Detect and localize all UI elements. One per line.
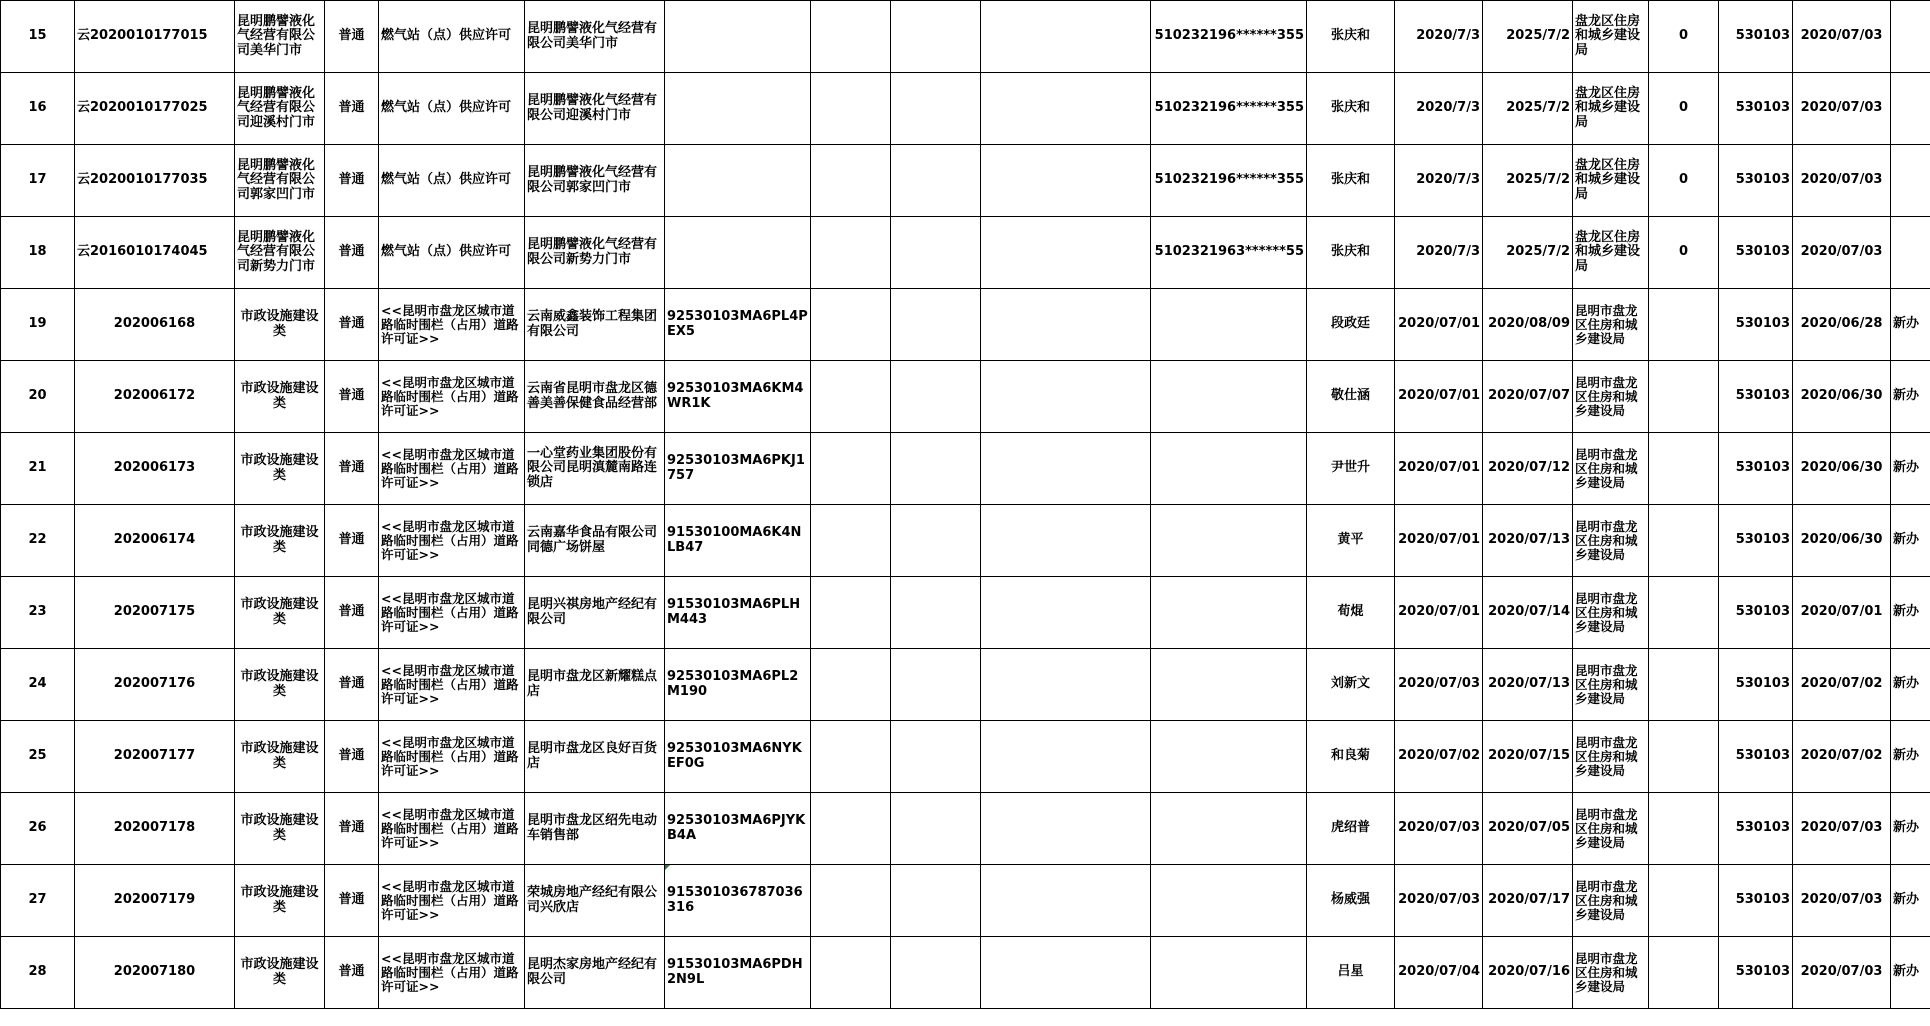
cell-row-number[interactable]: 22 — [1, 505, 75, 577]
cell-credit-code[interactable] — [665, 217, 811, 289]
cell-id-number[interactable] — [1151, 793, 1307, 865]
cell-application-type[interactable] — [1891, 145, 1930, 217]
cell-blank-col-9[interactable] — [891, 721, 981, 793]
cell-region-code[interactable]: 530103 — [1719, 289, 1793, 361]
cell-legal-representative[interactable]: 吕星 — [1307, 937, 1395, 1009]
cell-application-type[interactable]: 新办 — [1891, 361, 1930, 433]
cell-permit-type[interactable]: <<昆明市盘龙区城市道路临时围栏（占用）道路许可证>> — [379, 361, 525, 433]
cell-application-type[interactable] — [1891, 1, 1930, 73]
cell-applicant-name[interactable]: 市政设施建设类 — [235, 433, 325, 505]
cell-applicant-name[interactable]: 昆明鹏譬液化气经营有限公司郭家凹门市 — [235, 145, 325, 217]
cell-blank-col-10[interactable] — [981, 73, 1151, 145]
cell-permit-category[interactable]: 普通 — [325, 1, 379, 73]
cell-id-number[interactable] — [1151, 649, 1307, 721]
cell-holder-name[interactable]: 云南省昆明市盘龙区德善美善保健食品经营部 — [525, 361, 665, 433]
cell-application-type[interactable]: 新办 — [1891, 937, 1930, 1009]
table-row — [1, 937, 1930, 1009]
cell-row-number[interactable]: 21 — [1, 433, 75, 505]
cell-applicant-name[interactable]: 市政设施建设类 — [235, 721, 325, 793]
cell-credit-code[interactable] — [665, 145, 811, 217]
cell-permit-category[interactable]: 普通 — [325, 937, 379, 1009]
cell-blank-col-10[interactable] — [981, 793, 1151, 865]
cell-issuing-authority[interactable]: 昆明市盘龙区住房和城乡建设局 — [1573, 505, 1649, 577]
cell-id-number[interactable] — [1151, 937, 1307, 1009]
cell-row-number[interactable]: 20 — [1, 361, 75, 433]
cell-applicant-name[interactable]: 昆明鹏譬液化气经营有限公司迎溪村门市 — [235, 73, 325, 145]
cell-blank-col-8[interactable] — [811, 217, 891, 289]
table-row — [1, 289, 1930, 361]
cell-valid-to[interactable]: 2020/07/14 — [1483, 577, 1573, 649]
cell-legal-representative[interactable]: 张庆和 — [1307, 145, 1395, 217]
cell-blank-col-10[interactable] — [981, 577, 1151, 649]
cell-region-code[interactable]: 530103 — [1719, 865, 1793, 937]
cell-holder-name[interactable]: 昆明鹏譬液化气经营有限公司迎溪村门市 — [525, 73, 665, 145]
cell-status-code[interactable] — [1649, 505, 1719, 577]
cell-row-number[interactable]: 27 — [1, 865, 75, 937]
cell-applicant-name[interactable]: 市政设施建设类 — [235, 793, 325, 865]
table-row — [1, 1, 1930, 73]
cell-permit-category[interactable]: 普通 — [325, 577, 379, 649]
cell-blank-col-9[interactable] — [891, 433, 981, 505]
table-row — [1, 649, 1930, 721]
cell-blank-col-10[interactable] — [981, 649, 1151, 721]
cell-row-number[interactable]: 28 — [1, 937, 75, 1009]
cell-license-number[interactable]: 202007180 — [75, 937, 235, 1009]
cell-credit-code[interactable]: 915301036787036316 — [665, 865, 811, 937]
table-row — [1, 145, 1930, 217]
cell-blank-col-8[interactable] — [811, 721, 891, 793]
cell-application-type[interactable]: 新办 — [1891, 865, 1930, 937]
cell-row-number[interactable]: 15 — [1, 1, 75, 73]
cell-valid-from[interactable]: 2020/7/3 — [1395, 73, 1483, 145]
cell-blank-col-9[interactable] — [891, 73, 981, 145]
cell-license-number[interactable]: 202006174 — [75, 505, 235, 577]
cell-permit-category[interactable]: 普通 — [325, 73, 379, 145]
cell-id-number[interactable] — [1151, 505, 1307, 577]
cell-credit-code[interactable]: 92530103MA6PJYKB4A — [665, 793, 811, 865]
cell-region-code[interactable]: 530103 — [1719, 577, 1793, 649]
cell-valid-from[interactable]: 2020/07/01 — [1395, 361, 1483, 433]
cell-license-number[interactable]: 202006172 — [75, 361, 235, 433]
cell-region-code[interactable]: 530103 — [1719, 433, 1793, 505]
cell-blank-col-8[interactable] — [811, 505, 891, 577]
cell-issuing-authority[interactable]: 盘龙区住房和城乡建设局 — [1573, 73, 1649, 145]
cell-holder-name[interactable]: 昆明市盘龙区新耀糕点店 — [525, 649, 665, 721]
cell-holder-name[interactable]: 云南威鑫装饰工程集团有限公司 — [525, 289, 665, 361]
cell-blank-col-9[interactable] — [891, 217, 981, 289]
cell-row-number[interactable]: 19 — [1, 289, 75, 361]
cell-blank-col-8[interactable] — [811, 1, 891, 73]
cell-application-type[interactable]: 新办 — [1891, 793, 1930, 865]
cell-status-code[interactable] — [1649, 649, 1719, 721]
cell-legal-representative[interactable]: 张庆和 — [1307, 217, 1395, 289]
cell-valid-from[interactable]: 2020/07/01 — [1395, 505, 1483, 577]
cell-valid-to[interactable]: 2020/08/09 — [1483, 289, 1573, 361]
cell-decision-date[interactable]: 2020/07/02 — [1793, 649, 1891, 721]
cell-decision-date[interactable]: 2020/06/30 — [1793, 361, 1891, 433]
cell-id-number[interactable] — [1151, 361, 1307, 433]
cell-region-code[interactable]: 530103 — [1719, 649, 1793, 721]
cell-blank-col-8[interactable] — [811, 793, 891, 865]
cell-valid-to[interactable]: 2020/07/07 — [1483, 361, 1573, 433]
cell-blank-col-10[interactable] — [981, 289, 1151, 361]
cell-legal-representative[interactable]: 和良菊 — [1307, 721, 1395, 793]
cell-permit-type[interactable]: 燃气站（点）供应许可 — [379, 217, 525, 289]
cell-valid-to[interactable]: 2020/07/17 — [1483, 865, 1573, 937]
cell-permit-type[interactable]: <<昆明市盘龙区城市道路临时围栏（占用）道路许可证>> — [379, 865, 525, 937]
cell-decision-date[interactable]: 2020/07/01 — [1793, 577, 1891, 649]
cell-id-number[interactable] — [1151, 721, 1307, 793]
cell-valid-from[interactable]: 2020/07/02 — [1395, 721, 1483, 793]
cell-permit-type[interactable]: <<昆明市盘龙区城市道路临时围栏（占用）道路许可证>> — [379, 793, 525, 865]
cell-row-number[interactable]: 24 — [1, 649, 75, 721]
cell-issuing-authority[interactable]: 昆明市盘龙区住房和城乡建设局 — [1573, 361, 1649, 433]
cell-blank-col-8[interactable] — [811, 73, 891, 145]
cell-legal-representative[interactable]: 敬仕涵 — [1307, 361, 1395, 433]
cell-decision-date[interactable]: 2020/06/30 — [1793, 505, 1891, 577]
cell-blank-col-8[interactable] — [811, 937, 891, 1009]
cell-applicant-name[interactable]: 市政设施建设类 — [235, 505, 325, 577]
cell-blank-col-8[interactable] — [811, 145, 891, 217]
cell-license-number[interactable]: 云2020010177035 — [75, 145, 235, 217]
cell-permit-type[interactable]: <<昆明市盘龙区城市道路临时围栏（占用）道路许可证>> — [379, 505, 525, 577]
cell-id-number[interactable] — [1151, 289, 1307, 361]
cell-blank-col-10[interactable] — [981, 937, 1151, 1009]
cell-permit-category[interactable]: 普通 — [325, 793, 379, 865]
cell-license-number[interactable]: 202006173 — [75, 433, 235, 505]
cell-blank-col-10[interactable] — [981, 361, 1151, 433]
cell-valid-to[interactable]: 2020/07/15 — [1483, 721, 1573, 793]
cell-permit-category[interactable]: 普通 — [325, 433, 379, 505]
cell-issuing-authority[interactable]: 盘龙区住房和城乡建设局 — [1573, 217, 1649, 289]
cell-row-number[interactable]: 18 — [1, 217, 75, 289]
cell-valid-from[interactable]: 2020/07/04 — [1395, 937, 1483, 1009]
cell-decision-date[interactable]: 2020/07/03 — [1793, 865, 1891, 937]
cell-valid-to[interactable]: 2025/7/2 — [1483, 145, 1573, 217]
cell-issuing-authority[interactable]: 盘龙区住房和城乡建设局 — [1573, 1, 1649, 73]
cell-valid-to[interactable]: 2020/07/13 — [1483, 505, 1573, 577]
cell-issuing-authority[interactable]: 昆明市盘龙区住房和城乡建设局 — [1573, 577, 1649, 649]
cell-blank-col-9[interactable] — [891, 649, 981, 721]
table-row — [1, 721, 1930, 793]
cell-applicant-name[interactable]: 昆明鹏譬液化气经营有限公司新势力门市 — [235, 217, 325, 289]
cell-permit-category[interactable]: 普通 — [325, 217, 379, 289]
cell-region-code[interactable]: 530103 — [1719, 145, 1793, 217]
cell-permit-category[interactable]: 普通 — [325, 145, 379, 217]
cell-license-number[interactable]: 202007175 — [75, 577, 235, 649]
cell-permit-type[interactable]: <<昆明市盘龙区城市道路临时围栏（占用）道路许可证>> — [379, 937, 525, 1009]
table-row — [1, 793, 1930, 865]
cell-holder-name[interactable]: 云南嘉华食品有限公司同德广场饼屋 — [525, 505, 665, 577]
cell-legal-representative[interactable]: 杨威强 — [1307, 865, 1395, 937]
cell-status-code[interactable]: 0 — [1649, 217, 1719, 289]
cell-applicant-name[interactable]: 市政设施建设类 — [235, 289, 325, 361]
cell-blank-col-9[interactable] — [891, 289, 981, 361]
cell-application-type[interactable]: 新办 — [1891, 649, 1930, 721]
cell-valid-to[interactable]: 2025/7/2 — [1483, 217, 1573, 289]
cell-holder-name[interactable]: 昆明杰家房地产经纪有限公司 — [525, 937, 665, 1009]
cell-legal-representative[interactable]: 张庆和 — [1307, 73, 1395, 145]
cell-issuing-authority[interactable]: 昆明市盘龙区住房和城乡建设局 — [1573, 433, 1649, 505]
cell-legal-representative[interactable]: 尹世升 — [1307, 433, 1395, 505]
cell-credit-code[interactable] — [665, 73, 811, 145]
cell-status-code[interactable] — [1649, 793, 1719, 865]
cell-decision-date[interactable]: 2020/07/03 — [1793, 793, 1891, 865]
cell-region-code[interactable]: 530103 — [1719, 217, 1793, 289]
cell-legal-representative[interactable]: 段政廷 — [1307, 289, 1395, 361]
cell-blank-col-10[interactable] — [981, 217, 1151, 289]
cell-blank-col-8[interactable] — [811, 361, 891, 433]
cell-permit-category[interactable]: 普通 — [325, 865, 379, 937]
cell-blank-col-8[interactable] — [811, 289, 891, 361]
cell-applicant-name[interactable]: 市政设施建设类 — [235, 865, 325, 937]
cell-license-number[interactable]: 202006168 — [75, 289, 235, 361]
cell-credit-code[interactable]: 91530103MA6PLHM443 — [665, 577, 811, 649]
cell-valid-from[interactable]: 2020/7/3 — [1395, 145, 1483, 217]
cell-holder-name[interactable]: 昆明鹏譬液化气经营有限公司新势力门市 — [525, 217, 665, 289]
cell-decision-date[interactable]: 2020/07/03 — [1793, 937, 1891, 1009]
table-row — [1, 505, 1930, 577]
cell-valid-to[interactable]: 2020/07/12 — [1483, 433, 1573, 505]
cell-license-number[interactable]: 云2020010177015 — [75, 1, 235, 73]
cell-credit-code[interactable] — [665, 1, 811, 73]
cell-legal-representative[interactable]: 张庆和 — [1307, 1, 1395, 73]
cell-application-type[interactable]: 新办 — [1891, 289, 1930, 361]
cell-status-code[interactable]: 0 — [1649, 1, 1719, 73]
cell-blank-col-10[interactable] — [981, 865, 1151, 937]
cell-blank-col-10[interactable] — [981, 433, 1151, 505]
cell-holder-name[interactable]: 昆明市盘龙区良好百货店 — [525, 721, 665, 793]
cell-region-code[interactable]: 530103 — [1719, 73, 1793, 145]
cell-row-number[interactable]: 23 — [1, 577, 75, 649]
cell-valid-from[interactable]: 2020/07/03 — [1395, 649, 1483, 721]
table-row — [1, 361, 1930, 433]
cell-id-number[interactable]: 5102321963******55 — [1151, 217, 1307, 289]
cell-id-number[interactable]: 510232196******355 — [1151, 73, 1307, 145]
table-row — [1, 865, 1930, 937]
cell-blank-col-9[interactable] — [891, 937, 981, 1009]
cell-legal-representative[interactable]: 荀焜 — [1307, 577, 1395, 649]
cell-valid-to[interactable]: 2025/7/2 — [1483, 73, 1573, 145]
cell-holder-name[interactable]: 昆明鹏譬液化气经营有限公司美华门市 — [525, 1, 665, 73]
cell-permit-category[interactable]: 普通 — [325, 361, 379, 433]
table-row — [1, 433, 1930, 505]
cell-blank-col-9[interactable] — [891, 793, 981, 865]
cell-row-number[interactable]: 17 — [1, 145, 75, 217]
cell-applicant-name[interactable]: 市政设施建设类 — [235, 361, 325, 433]
cell-credit-code[interactable]: 91530103MA6PDH2N9L — [665, 937, 811, 1009]
cell-blank-col-9[interactable] — [891, 145, 981, 217]
cell-application-type[interactable] — [1891, 73, 1930, 145]
cell-applicant-name[interactable]: 昆明鹏譬液化气经营有限公司美华门市 — [235, 1, 325, 73]
cell-legal-representative[interactable]: 虎绍普 — [1307, 793, 1395, 865]
cell-row-number[interactable]: 26 — [1, 793, 75, 865]
cell-valid-from[interactable]: 2020/7/3 — [1395, 1, 1483, 73]
cell-license-number[interactable]: 202007177 — [75, 721, 235, 793]
cell-blank-col-10[interactable] — [981, 721, 1151, 793]
cell-application-type[interactable]: 新办 — [1891, 505, 1930, 577]
cell-status-code[interactable] — [1649, 433, 1719, 505]
cell-region-code[interactable]: 530103 — [1719, 1, 1793, 73]
cell-holder-name[interactable]: 昆明鹏譬液化气经营有限公司郭家凹门市 — [525, 145, 665, 217]
cell-permit-type[interactable]: 燃气站（点）供应许可 — [379, 145, 525, 217]
cell-permit-category[interactable]: 普通 — [325, 289, 379, 361]
table-row — [1, 73, 1930, 145]
cell-valid-from[interactable]: 2020/07/01 — [1395, 577, 1483, 649]
cell-region-code[interactable]: 530103 — [1719, 505, 1793, 577]
cell-blank-col-8[interactable] — [811, 433, 891, 505]
cell-permit-category[interactable]: 普通 — [325, 721, 379, 793]
cell-id-number[interactable]: 510232196******355 — [1151, 1, 1307, 73]
cell-holder-name[interactable]: 昆明兴祺房地产经纪有限公司 — [525, 577, 665, 649]
cell-id-number[interactable] — [1151, 577, 1307, 649]
cell-license-number[interactable]: 202007178 — [75, 793, 235, 865]
cell-permit-type[interactable]: <<昆明市盘龙区城市道路临时围栏（占用）道路许可证>> — [379, 433, 525, 505]
cell-blank-col-9[interactable] — [891, 361, 981, 433]
cell-legal-representative[interactable]: 黄平 — [1307, 505, 1395, 577]
cell-region-code[interactable]: 530103 — [1719, 721, 1793, 793]
cell-application-type[interactable]: 新办 — [1891, 433, 1930, 505]
cell-decision-date[interactable]: 2020/07/03 — [1793, 217, 1891, 289]
cell-applicant-name[interactable]: 市政设施建设类 — [235, 577, 325, 649]
cell-valid-to[interactable]: 2020/07/05 — [1483, 793, 1573, 865]
table-row — [1, 577, 1930, 649]
cell-blank-col-8[interactable] — [811, 649, 891, 721]
cell-blank-col-10[interactable] — [981, 1, 1151, 73]
cell-permit-type[interactable]: <<昆明市盘龙区城市道路临时围栏（占用）道路许可证>> — [379, 649, 525, 721]
cell-credit-code[interactable]: 92530103MA6PKJ1757 — [665, 433, 811, 505]
cell-permit-type[interactable]: <<昆明市盘龙区城市道路临时围栏（占用）道路许可证>> — [379, 721, 525, 793]
cell-valid-from[interactable]: 2020/07/03 — [1395, 793, 1483, 865]
cell-valid-to[interactable]: 2025/7/2 — [1483, 1, 1573, 73]
cell-decision-date[interactable]: 2020/07/03 — [1793, 145, 1891, 217]
cell-issuing-authority[interactable]: 昆明市盘龙区住房和城乡建设局 — [1573, 649, 1649, 721]
cell-blank-col-9[interactable] — [891, 577, 981, 649]
cell-blank-col-9[interactable] — [891, 505, 981, 577]
cell-holder-name[interactable]: 昆明市盘龙区绍先电动车销售部 — [525, 793, 665, 865]
cell-valid-from[interactable]: 2020/07/01 — [1395, 289, 1483, 361]
cell-blank-col-8[interactable] — [811, 865, 891, 937]
cell-license-number[interactable]: 云2016010174045 — [75, 217, 235, 289]
cell-status-code[interactable] — [1649, 289, 1719, 361]
cell-valid-to[interactable]: 2020/07/16 — [1483, 937, 1573, 1009]
cell-blank-col-9[interactable] — [891, 865, 981, 937]
cell-application-type[interactable] — [1891, 217, 1930, 289]
cell-status-code[interactable] — [1649, 937, 1719, 1009]
cell-valid-from[interactable]: 2020/7/3 — [1395, 217, 1483, 289]
cell-license-number[interactable]: 202007179 — [75, 865, 235, 937]
cell-status-code[interactable] — [1649, 721, 1719, 793]
cell-blank-col-9[interactable] — [891, 1, 981, 73]
cell-issuing-authority[interactable]: 昆明市盘龙区住房和城乡建设局 — [1573, 937, 1649, 1009]
cell-decision-date[interactable]: 2020/07/03 — [1793, 73, 1891, 145]
cell-credit-code[interactable]: 92530103MA6KM4WR1K — [665, 361, 811, 433]
cell-region-code[interactable]: 530103 — [1719, 361, 1793, 433]
cell-status-code[interactable]: 0 — [1649, 73, 1719, 145]
cell-issuing-authority[interactable]: 昆明市盘龙区住房和城乡建设局 — [1573, 793, 1649, 865]
cell-holder-name[interactable]: 荣城房地产经纪有限公司兴欣店 — [525, 865, 665, 937]
cell-credit-code[interactable]: 92530103MA6PL4PEX5 — [665, 289, 811, 361]
cell-decision-date[interactable]: 2020/06/30 — [1793, 433, 1891, 505]
table-row — [1, 217, 1930, 289]
cell-id-number[interactable] — [1151, 865, 1307, 937]
cell-decision-date[interactable]: 2020/07/03 — [1793, 1, 1891, 73]
cell-issuing-authority[interactable]: 昆明市盘龙区住房和城乡建设局 — [1573, 865, 1649, 937]
cell-license-number[interactable]: 202007176 — [75, 649, 235, 721]
cell-status-code[interactable] — [1649, 361, 1719, 433]
cell-legal-representative[interactable]: 刘新文 — [1307, 649, 1395, 721]
cell-permit-type[interactable]: <<昆明市盘龙区城市道路临时围栏（占用）道路许可证>> — [379, 289, 525, 361]
cell-permit-category[interactable]: 普通 — [325, 649, 379, 721]
cell-status-code[interactable]: 0 — [1649, 145, 1719, 217]
cell-permit-type[interactable]: 燃气站（点）供应许可 — [379, 1, 525, 73]
cell-applicant-name[interactable]: 市政设施建设类 — [235, 649, 325, 721]
cell-status-code[interactable] — [1649, 865, 1719, 937]
cell-credit-code[interactable]: 92530103MA6NYKEF0G — [665, 721, 811, 793]
cell-blank-col-10[interactable] — [981, 145, 1151, 217]
cell-issuing-authority[interactable]: 昆明市盘龙区住房和城乡建设局 — [1573, 289, 1649, 361]
cell-region-code[interactable]: 530103 — [1719, 793, 1793, 865]
cell-application-type[interactable]: 新办 — [1891, 577, 1930, 649]
cell-permit-type[interactable]: 燃气站（点）供应许可 — [379, 73, 525, 145]
cell-valid-from[interactable]: 2020/07/01 — [1395, 433, 1483, 505]
cell-permit-type[interactable]: <<昆明市盘龙区城市道路临时围栏（占用）道路许可证>> — [379, 577, 525, 649]
cell-license-number[interactable]: 云2020010177025 — [75, 73, 235, 145]
cell-valid-from[interactable]: 2020/07/03 — [1395, 865, 1483, 937]
cell-credit-code[interactable]: 91530100MA6K4NLB47 — [665, 505, 811, 577]
cell-credit-code[interactable]: 92530103MA6PL2M190 — [665, 649, 811, 721]
cell-id-number[interactable]: 510232196******355 — [1151, 145, 1307, 217]
cell-permit-category[interactable]: 普通 — [325, 505, 379, 577]
cell-region-code[interactable]: 530103 — [1719, 937, 1793, 1009]
cell-blank-col-8[interactable] — [811, 577, 891, 649]
cell-status-code[interactable] — [1649, 577, 1719, 649]
cell-blank-col-10[interactable] — [981, 505, 1151, 577]
cell-applicant-name[interactable]: 市政设施建设类 — [235, 937, 325, 1009]
cell-holder-name[interactable]: 一心堂药业集团股份有限公司昆明滇麓南路连锁店 — [525, 433, 665, 505]
cell-row-number[interactable]: 25 — [1, 721, 75, 793]
cell-decision-date[interactable]: 2020/06/28 — [1793, 289, 1891, 361]
cell-issuing-authority[interactable]: 昆明市盘龙区住房和城乡建设局 — [1573, 721, 1649, 793]
cell-id-number[interactable] — [1151, 433, 1307, 505]
cell-application-type[interactable]: 新办 — [1891, 721, 1930, 793]
cell-row-number[interactable]: 16 — [1, 73, 75, 145]
cell-decision-date[interactable]: 2020/07/02 — [1793, 721, 1891, 793]
cell-valid-to[interactable]: 2020/07/13 — [1483, 649, 1573, 721]
cell-issuing-authority[interactable]: 盘龙区住房和城乡建设局 — [1573, 145, 1649, 217]
